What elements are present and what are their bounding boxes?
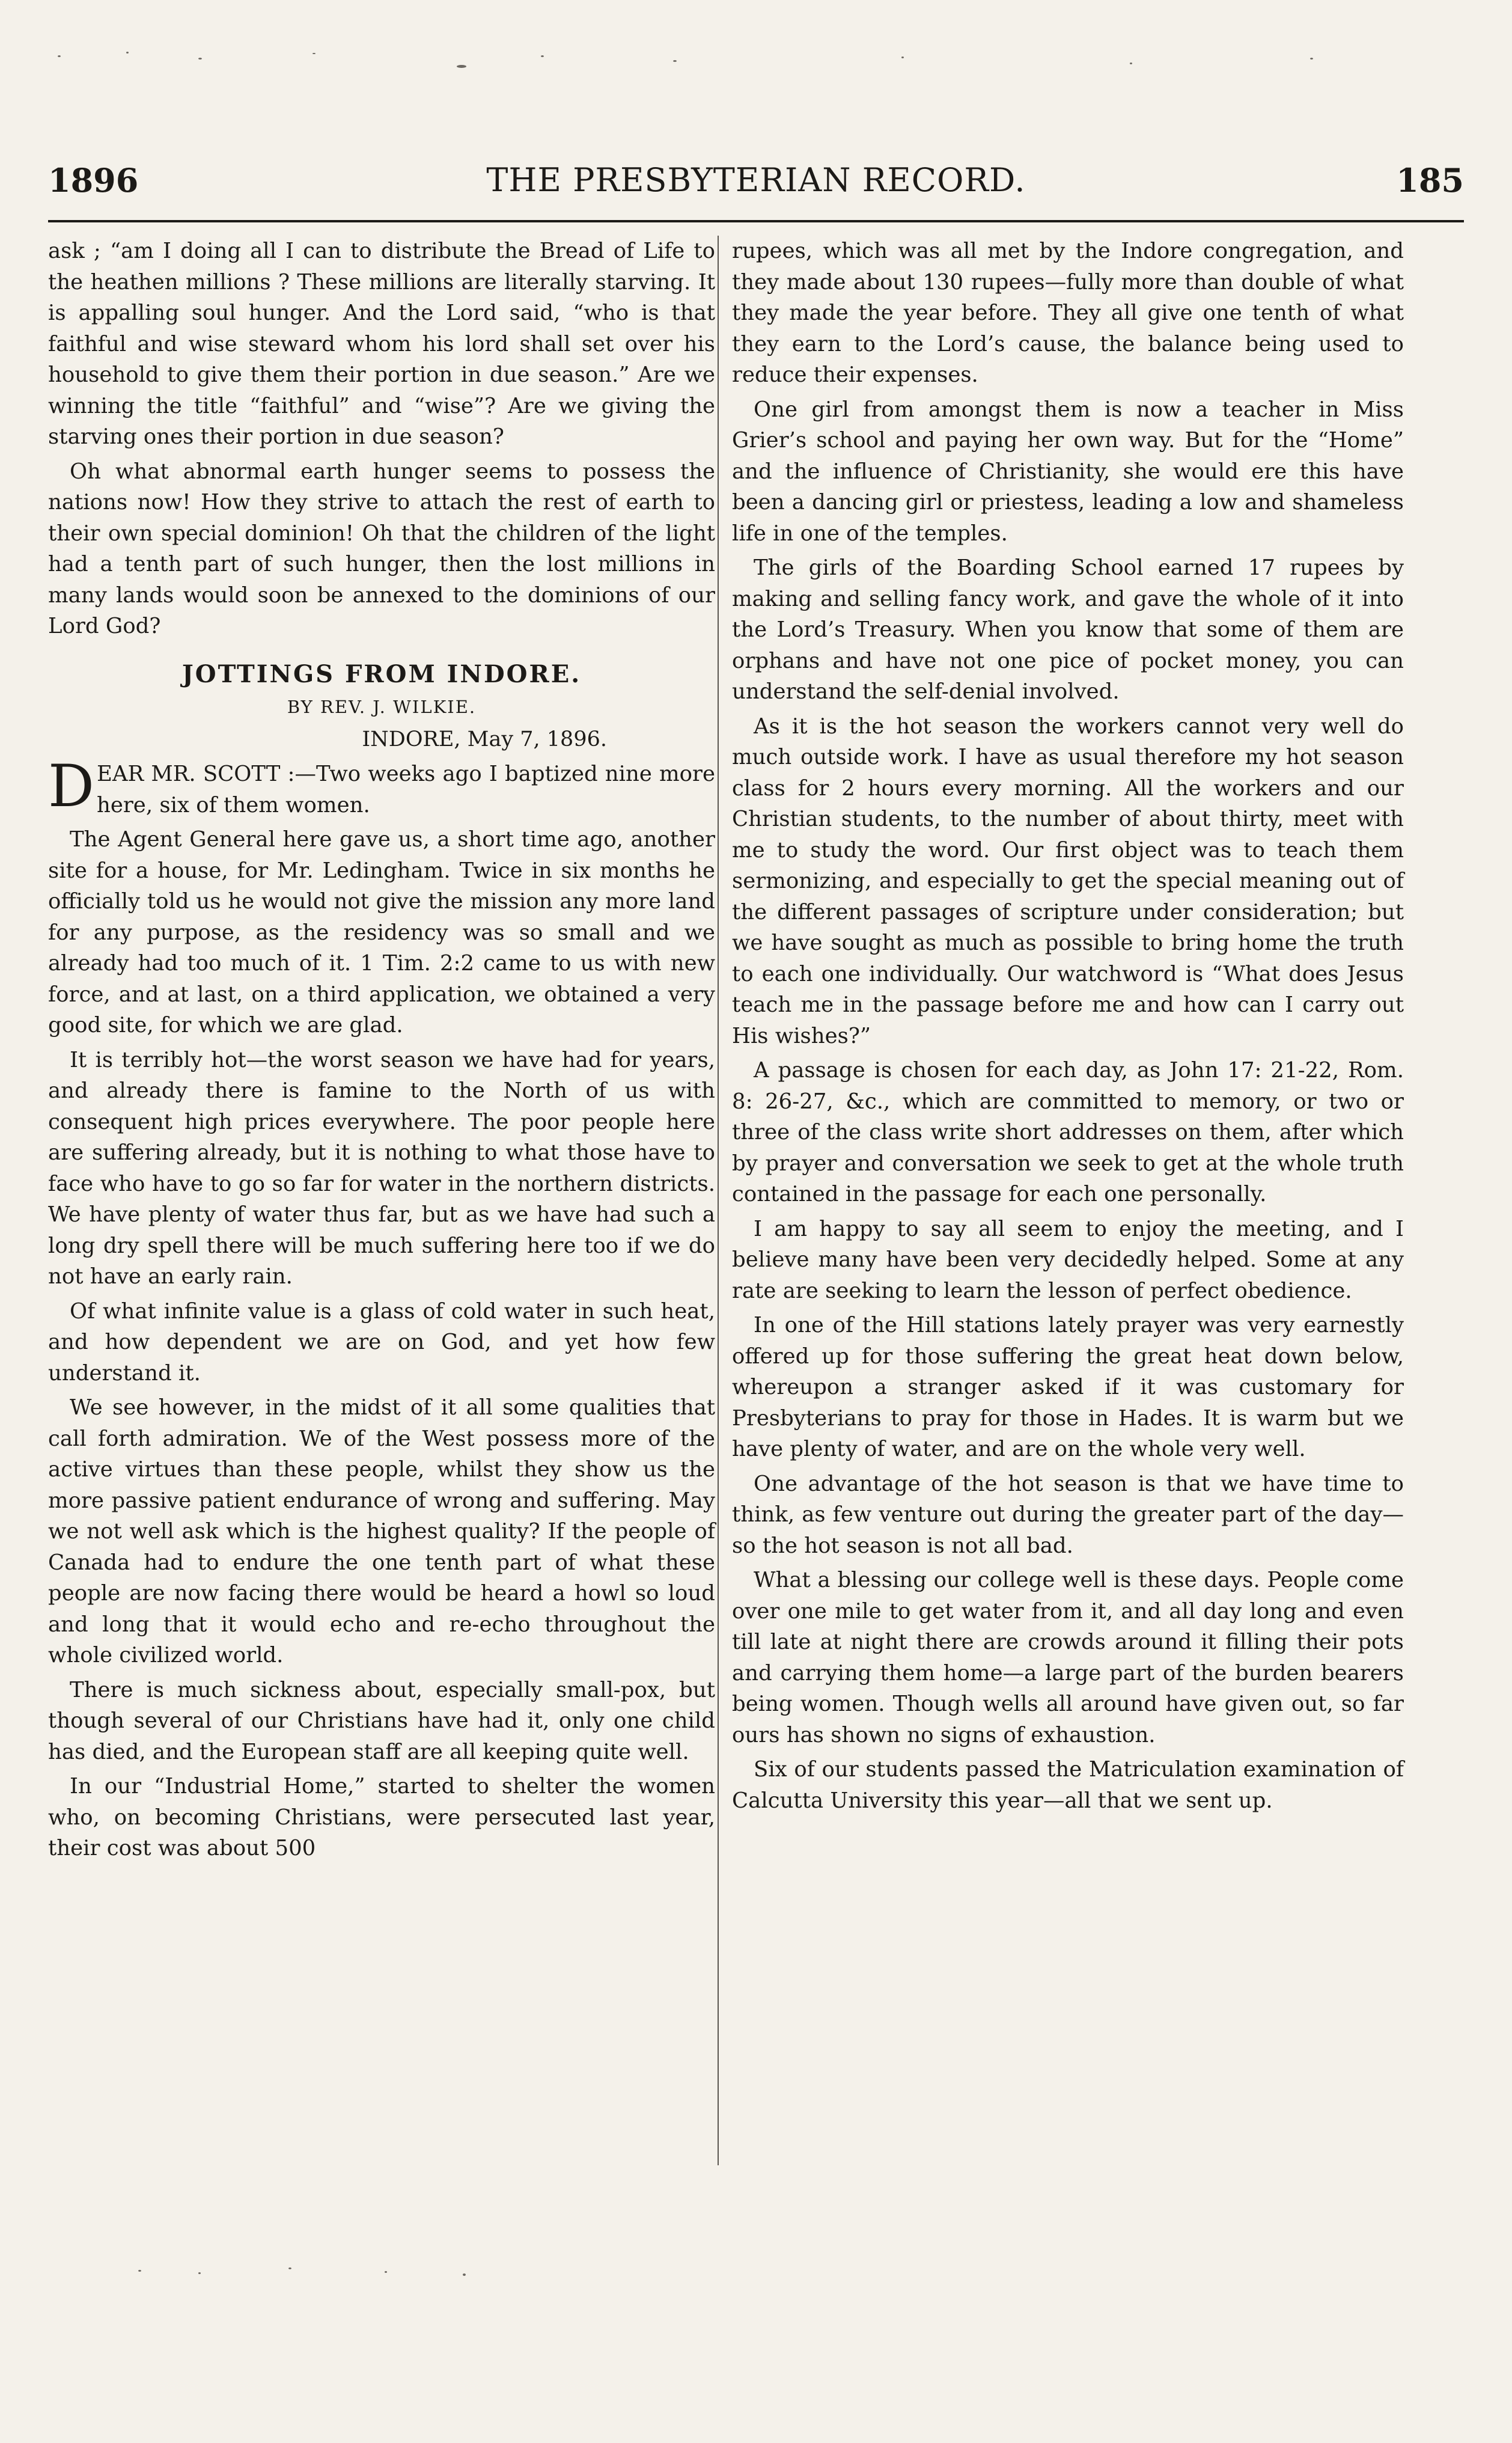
article-byline: BY REV. J. WILKIE. xyxy=(287,697,477,717)
print-speck xyxy=(312,53,316,54)
print-speck xyxy=(198,58,202,60)
print-speck xyxy=(138,2270,141,2272)
print-speck xyxy=(901,57,904,58)
drop-cap: D xyxy=(48,753,94,820)
paragraph: What a blessing our college well is these days. People come over one mile to get water from it, and all day long and even till late at night there are crowds around it filling their pots and carrying them home—a large part of the burden bearers being women. Though wells all around have given out, so far ours has shown no signs of exhaustion. xyxy=(732,1568,1404,1747)
paragraph: There is much sickness about, especially small-pox, but though several of our Christians have had it, only one child has died, and the European staff are all keeping quite well. xyxy=(48,1677,715,1764)
page-number: 185 xyxy=(1396,161,1464,200)
publication-title: THE PRESBYTERIAN RECORD. xyxy=(486,161,1026,199)
print-speck xyxy=(385,2271,387,2273)
header-year: 1896 xyxy=(48,161,139,200)
paragraph: The girls of the Boarding School earned 17 rupees by making and selling fancy work, and gave the whole of it into the Lord’s Treasury. When you know that some of them are orphans and have not one pice of pocket money, you can understand the self-denial involved. xyxy=(732,555,1404,704)
paragraph: Six of our students passed the Matriculation examination of Calcutta University this year—all that we sent up. xyxy=(732,1757,1404,1813)
print-speck xyxy=(1310,58,1313,60)
paragraph: Oh what abnormal earth hunger seems to possess the nations now! How they strive to attach the rest of earth to their own special dominion! Oh that the children of the light had a tenth part of such hunger, then the lost millions in many lands would soon be annexed to the dominions of our Lord God? xyxy=(48,459,715,638)
paragraph: We see however, in the midst of it all some qualities that call forth admiration. We of the West possess more of the active virtues than these people, whilst they show us the more passive patient endurance of wrong and suffering. May we not well ask which is the highest quality? If the people of Canada had to endure the one tenth part of what these people are now facing there would be heard a howl so loud and long that it would echo and re-echo throughout the whole civilized world. xyxy=(48,1395,715,1668)
column-divider xyxy=(718,236,719,2165)
right-column xyxy=(732,236,1404,1820)
salutation-paragraph xyxy=(48,753,715,821)
paragraph: One girl from amongst them is now a teacher in Miss Grier’s school and paying her own way. But for the “Home” and the influence of Christianity, she would ere this have been a dancing girl or priestess, leading a low and shameless life in one of the temples. xyxy=(732,397,1404,546)
print-speck xyxy=(463,2273,466,2276)
print-speck xyxy=(198,2272,201,2274)
print-speck xyxy=(58,55,61,57)
print-speck xyxy=(288,2267,291,2269)
print-speck xyxy=(126,52,129,54)
page-header xyxy=(48,161,1464,203)
header-rule xyxy=(48,220,1464,222)
paragraph: Of what infinite value is a glass of cold water in such heat, and how dependent we are on God, and yet how few understand it. xyxy=(48,1298,715,1386)
paragraph: I am happy to say all seem to enjoy the meeting, and I believe many have been very decidedly helped. Some at any rate are seeking to learn the lesson of perfect obedience. xyxy=(732,1216,1404,1303)
paragraph: ask ; “am I doing all I can to distribute the Bread of Life to the heathen millions ? These millions are literally starving. It is appalling soul hunger. And the Lord said, “who is that faithful and wise steward whom his lord shall set over his household to give them their portion in due season.” Are we winning the title “faithful” and “wise”? Are we giving the starving ones their portion in due season? xyxy=(48,239,715,449)
article-dateline: INDORE, May 7, 1896. xyxy=(362,727,607,751)
paragraph: In one of the Hill stations lately prayer was very earnestly offered up for those suffering the great heat down below, whereupon a stranger asked if it was customary for Presbyterians to pray for those in Hades. It is warm but we have plenty of water, and are on the whole very well. xyxy=(732,1313,1404,1461)
salutation-text: EAR MR. SCOTT :—Two weeks ago I baptized nine more here, six of them women. xyxy=(96,762,715,818)
left-column xyxy=(48,236,715,1868)
paragraph: One advantage of the hot season is that we have time to think, as few venture out during the greater part of the day—so the hot season is not all bad. xyxy=(732,1471,1404,1558)
paragraph: As it is the hot season the workers cannot very well do much outside work. I have as usual therefore my hot season class for 2 hours every morning. All the workers and our Christian students, to the number of about thirty, meet with me to study the word. Our first object was to teach them sermonizing, and especially to get the special meaning out of the different passages of scripture under consideration; but we have sought as much as possible to bring home the truth to each one individually. Our watchword is “What does Jesus teach me in the passage before me and how can I carry out His wishes?” xyxy=(732,714,1404,1048)
article-heading: JOTTINGS FROM INDORE. xyxy=(181,659,582,688)
paragraph: rupees, which was all met by the Indore congregation, and they made about 130 rupees—fully more than double of what they made the year before. They all give one tenth of what they earn to the Lord’s cause, the balance being used to reduce their expenses. xyxy=(732,239,1404,387)
paragraph: It is terribly hot—the worst season we have had for years, and already there is famine to the North of us with consequent high prices everywhere. The poor people here are suffering already, but it is nothing to what those have to face who have to go so far for water in the northern districts. We have plenty of water thus far, but as we have had such a long dry spell there will be much suffering here too if we do not have an early rain. xyxy=(48,1047,715,1289)
print-speck xyxy=(673,60,677,62)
paragraph: In our “Industrial Home,” started to shelter the women who, on becoming Christians, were persecuted last year, their cost was about 500 xyxy=(48,1774,715,1861)
print-speck xyxy=(457,65,466,68)
paragraph: A passage is chosen for each day, as John 17: 21-22, Rom. 8: 26-27, &c., which are committed to memory, or two or three of the class write short addresses on them, after which by prayer and conversation we seek to get at the whole truth contained in the passage for each one personally. xyxy=(732,1058,1404,1206)
print-speck xyxy=(1130,63,1132,64)
print-speck xyxy=(541,55,544,57)
paragraph: The Agent General here gave us, a short time ago, another site for a house, for Mr. Ledingham. Twice in six months he officially told us he would not give the mission any more land for any purpose, as the residency was so small and we already had too much of it. 1 Tim. 2:2 came to us with new force, and at last, on a third application, we obtained a very good site, for which we are glad. xyxy=(48,827,715,1038)
